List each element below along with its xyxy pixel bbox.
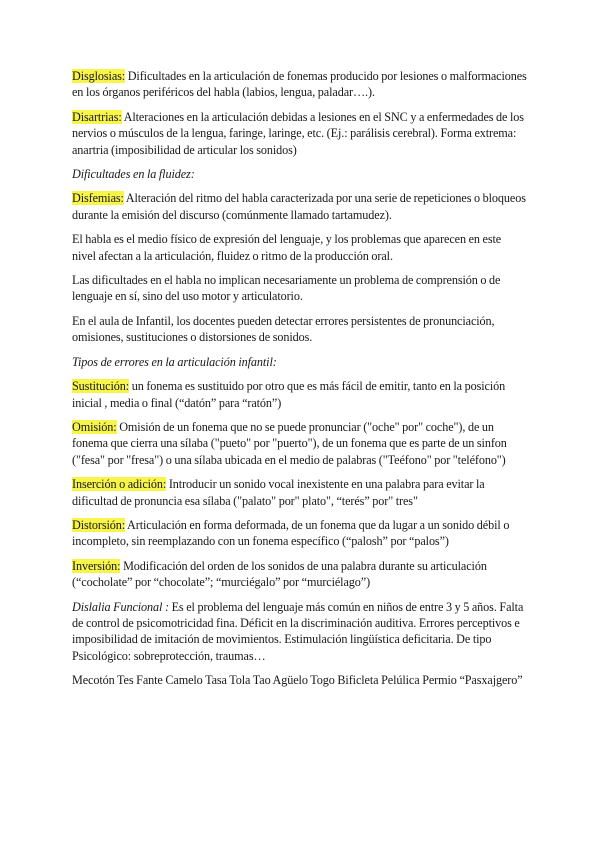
- paragraph-text: Alteraciones en la articulación debidas a lesiones en el SNC y a enfermedades de los nervios o músculos de la lengua, faringe, laringe, etc. (Ej.: parálisis cerebral). Forma extrema: anartria (imposibilidad de articular los sonidos): [72, 109, 524, 157]
- paragraph-omision: [72, 419, 527, 468]
- paragraph-habla: El habla es el medio físico de expresión del lenguaje, y los problemas que aparecen en este nivel afectan a la articulación, fluidez o ritmo de la producción oral.: [72, 232, 502, 263]
- paragraph-disglosias: [72, 68, 527, 101]
- paragraph-inversion: [72, 558, 527, 591]
- paragraph-text: Dificultades en la articulación de fonemas producido por lesiones o malformaciones en los órganos periféricos del habla (labios, lengua, paladar….).: [72, 69, 527, 100]
- paragraph-word-list: Mecotón Tes Fante Camelo Tasa Tola Tao Agüelo Togo Bificleta Pelúlica Permio “Pasxajgero”: [72, 673, 523, 688]
- paragraph-text: Es el problema del lenguaje más común en niños de entre 3 y 5 años. Falta de control de psicomotricidad fina. Déficit en la discriminación auditiva. Errores perceptivos e imposibilidad de imitación de movimientos. Estimulación lingüística deficitaria. De tipo Psicológico: sobreprotección, traumas…: [72, 599, 524, 663]
- term-highlight: Disartrias:: [72, 109, 122, 124]
- term-highlight: Sustitución:: [72, 379, 130, 394]
- term-highlight: Disfemias:: [72, 191, 124, 206]
- term-highlight: Distorsión:: [72, 517, 126, 532]
- term-highlight: Omisión:: [72, 419, 117, 434]
- paragraph-text: Omisión de un fonema que no se puede pronunciar ("oche" por" coche"), de un fonema que cierra una sílaba ("pueto" por "puerto"), de un fonema que es parte de un sinfon ("fesa" por "fresa") o una sílaba ubicada en el medio de palabras ("Teéfono" por "teléfono"): [72, 419, 507, 467]
- paragraph-disartrias: [72, 109, 527, 158]
- paragraph-insercion: [72, 476, 527, 509]
- paragraph-disfemias: [72, 190, 527, 223]
- paragraph-text: Modificación del orden de los sonidos de una palabra durante su articulación (“cocholate” por “chocolate”; “murciégalo” por “murciélago”): [72, 558, 487, 590]
- term-italic: Dislalia Funcional :: [72, 599, 169, 614]
- paragraph-text: Introducir un sonido vocal inexistente en una palabra para evitar la dificultad de pronuncia esa sílaba ("palato" por" plato", “terés” por" tres": [72, 477, 485, 508]
- paragraph-dificultades: Las dificultades en el habla no implican necesariamente un problema de comprensión o de lenguaje en sí, sino del uso motor y articulatorio.: [72, 273, 501, 304]
- term-highlight: Inversión:: [72, 558, 121, 573]
- section-heading-fluidez: Dificultades en la fluidez:: [72, 167, 195, 182]
- term-highlight: Disglosias:: [72, 69, 126, 83]
- paragraph-aula-infantil: En el aula de Infantil, los docentes pueden detectar errores persistentes de pronunciación, omisiones, sustituciones o distorsiones de sonidos.: [72, 313, 495, 345]
- paragraph-sustitucion: [72, 378, 527, 411]
- paragraph-text: Alteración del ritmo del habla caracterizada por una serie de repeticiones o bloqueos durante la emisión del discurso (comúnmente llamado tartamudez).: [72, 191, 526, 222]
- paragraph-text: un fonema es sustituido por otro que es más fácil de emitir, tanto en la posición inicial , media o final (“datón” para “ratón”): [72, 379, 506, 410]
- paragraph-dislalia-funcional: [72, 599, 527, 665]
- paragraph-distorsion: [72, 517, 527, 550]
- section-heading-tipos-errores: Tipos de errores en la articulación infantil:: [72, 354, 277, 369]
- term-highlight: Inserción o adición:: [72, 477, 167, 492]
- paragraph-text: Articulación en forma deformada, de un fonema que da lugar a un sonido débil o incompleto, sin reemplazando con un fonema específico (“palosh” por “palos”): [72, 517, 510, 549]
